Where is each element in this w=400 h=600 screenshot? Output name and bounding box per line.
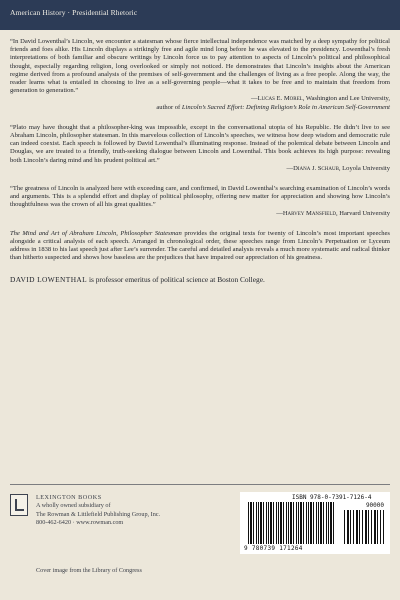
isbn-label: ISBN 978-0-7391-7126-4 [292, 494, 372, 501]
endorser-name: Harvey Mansfield [282, 209, 336, 217]
quote-attribution: —Lucas E. Morel, Washington and Lee University, [251, 95, 390, 103]
description-text: provides the original texts for twenty of Lincoln’s most important speeches alongside a critical analysis of each speech. Arranged in chronological order, these speeches range from Lincoln’s Perpetuation or Lyceum address in 1838 to his last speech just after Lee’s surrender. The careful and detailed analysis reveals a much more systematic and radical thinker than hitherto suspected and shows how baseless are the prejudices that have impaired our appreciation of his greatness. [10, 229, 390, 262]
footer-divider [10, 484, 390, 485]
cover-text [10, 38, 390, 284]
publisher-name: LEXINGTON BOOKS [36, 494, 102, 501]
endorsement-morel [10, 38, 390, 112]
barcode-bars [248, 502, 334, 544]
endorser-affiliation: , Washington and Lee University, [302, 95, 390, 103]
endorser-role: author of [156, 103, 182, 111]
barcode-digits: 9 780739 171264 [244, 545, 303, 552]
publisher-footer [0, 484, 400, 600]
quote-text: “The greatness of Lincoln is analyzed here with exceeding care, and confirmed, in David Lowenthal’s searching examination of Lincoln’s words and arguments. This is a splendid effort and display of political philosophy, offering new matter for appreciation and showing how Lincoln’s thoughtfulness was the crown of all his great qualities.” [10, 185, 390, 209]
quote-text: “In David Lowenthal’s Lincoln, we encounter a statesman whose fierce intellectual independence was matched by a deep sympathy for political friends and foes alike. His Lincoln displays a strikingly free and agile mind long before he was elevated to the presidency. Lowenthal’s fresh interpretations of both familiar and obscure writings by Lincoln force us to pay attention to aspects of Lincoln’s political and philosophical thought, especially regarding religion, long overlooked or simply not noticed. He demonstrates that Lincoln’s insights about the American regime derived from a profound analysis of the premises of self-government and the challenges of living as a free people. Along the way, the reader learns what is entailed in choosing to live as a self-governing people—what it takes to be free and to maintain that freedom from generation to generation.” [10, 38, 390, 95]
image-credit: Cover image from the Library of Congress [36, 567, 142, 574]
quote-attribution-extra [10, 104, 390, 112]
endorsement-schaub [10, 124, 390, 173]
endorser-affiliation: , Loyola University [338, 164, 390, 172]
endorser-name: Lucas E. Morel [257, 95, 303, 103]
book-title: The Mind and Art of Abraham Lincoln, Philosopher Statesman [10, 229, 182, 237]
author-name: DAVID LOWENTHAL [10, 274, 88, 284]
book-description [10, 230, 390, 263]
barcode-addon-bars [344, 510, 384, 544]
category-label: American History · Presidential Rhetoric [10, 8, 138, 17]
endorser-affiliation: , Harvard University [336, 209, 390, 217]
quote-attribution: —Harvey Mansfield, Harvard University [276, 209, 390, 217]
publisher-contact: 800-462-6420 · www.rowman.com [36, 519, 124, 527]
category-band [0, 0, 400, 30]
quote-attribution: —Diana J. Schaub, Loyola University [286, 164, 390, 172]
author-bio-text: is professor emeritus of political science at Boston College. [87, 274, 265, 284]
endorser-name: Diana J. Schaub [293, 164, 339, 172]
publisher-line-2: The Rowman & Littlefield Publishing Group, Inc. [36, 510, 161, 518]
barcode [240, 492, 390, 554]
price-code: 90000 [365, 502, 384, 509]
publisher-logo-icon [10, 494, 28, 516]
publisher-info [36, 494, 160, 528]
publisher-line-1: A wholly owned subsidiary of [36, 502, 111, 510]
endorsement-mansfield [10, 185, 390, 218]
quote-text: “Plato may have thought that a philosopher-king was impossible, except in the conversational utopia of his Republic. He didn’t live to see Abraham Lincoln, philosopher statesman. In this marvelous collection of Lincoln’s speeches, we witness how deep wisdom and democratic rule can indeed coexist. Each speech is followed by David Lowenthal’s illuminating response. Instead of the polemical debate between Lincoln and Douglas, we are treated to a friendly, truth-seeking dialogue between Lincoln and Lowenthal. This book achieves its high purpose: revealing both Lincoln’s daring mind and his prudent political art.” [10, 123, 390, 164]
endorser-book-title: Lincoln’s Sacred Effort: Defining Religion’s Role in American Self-Government [181, 103, 390, 111]
author-bio [10, 275, 390, 284]
